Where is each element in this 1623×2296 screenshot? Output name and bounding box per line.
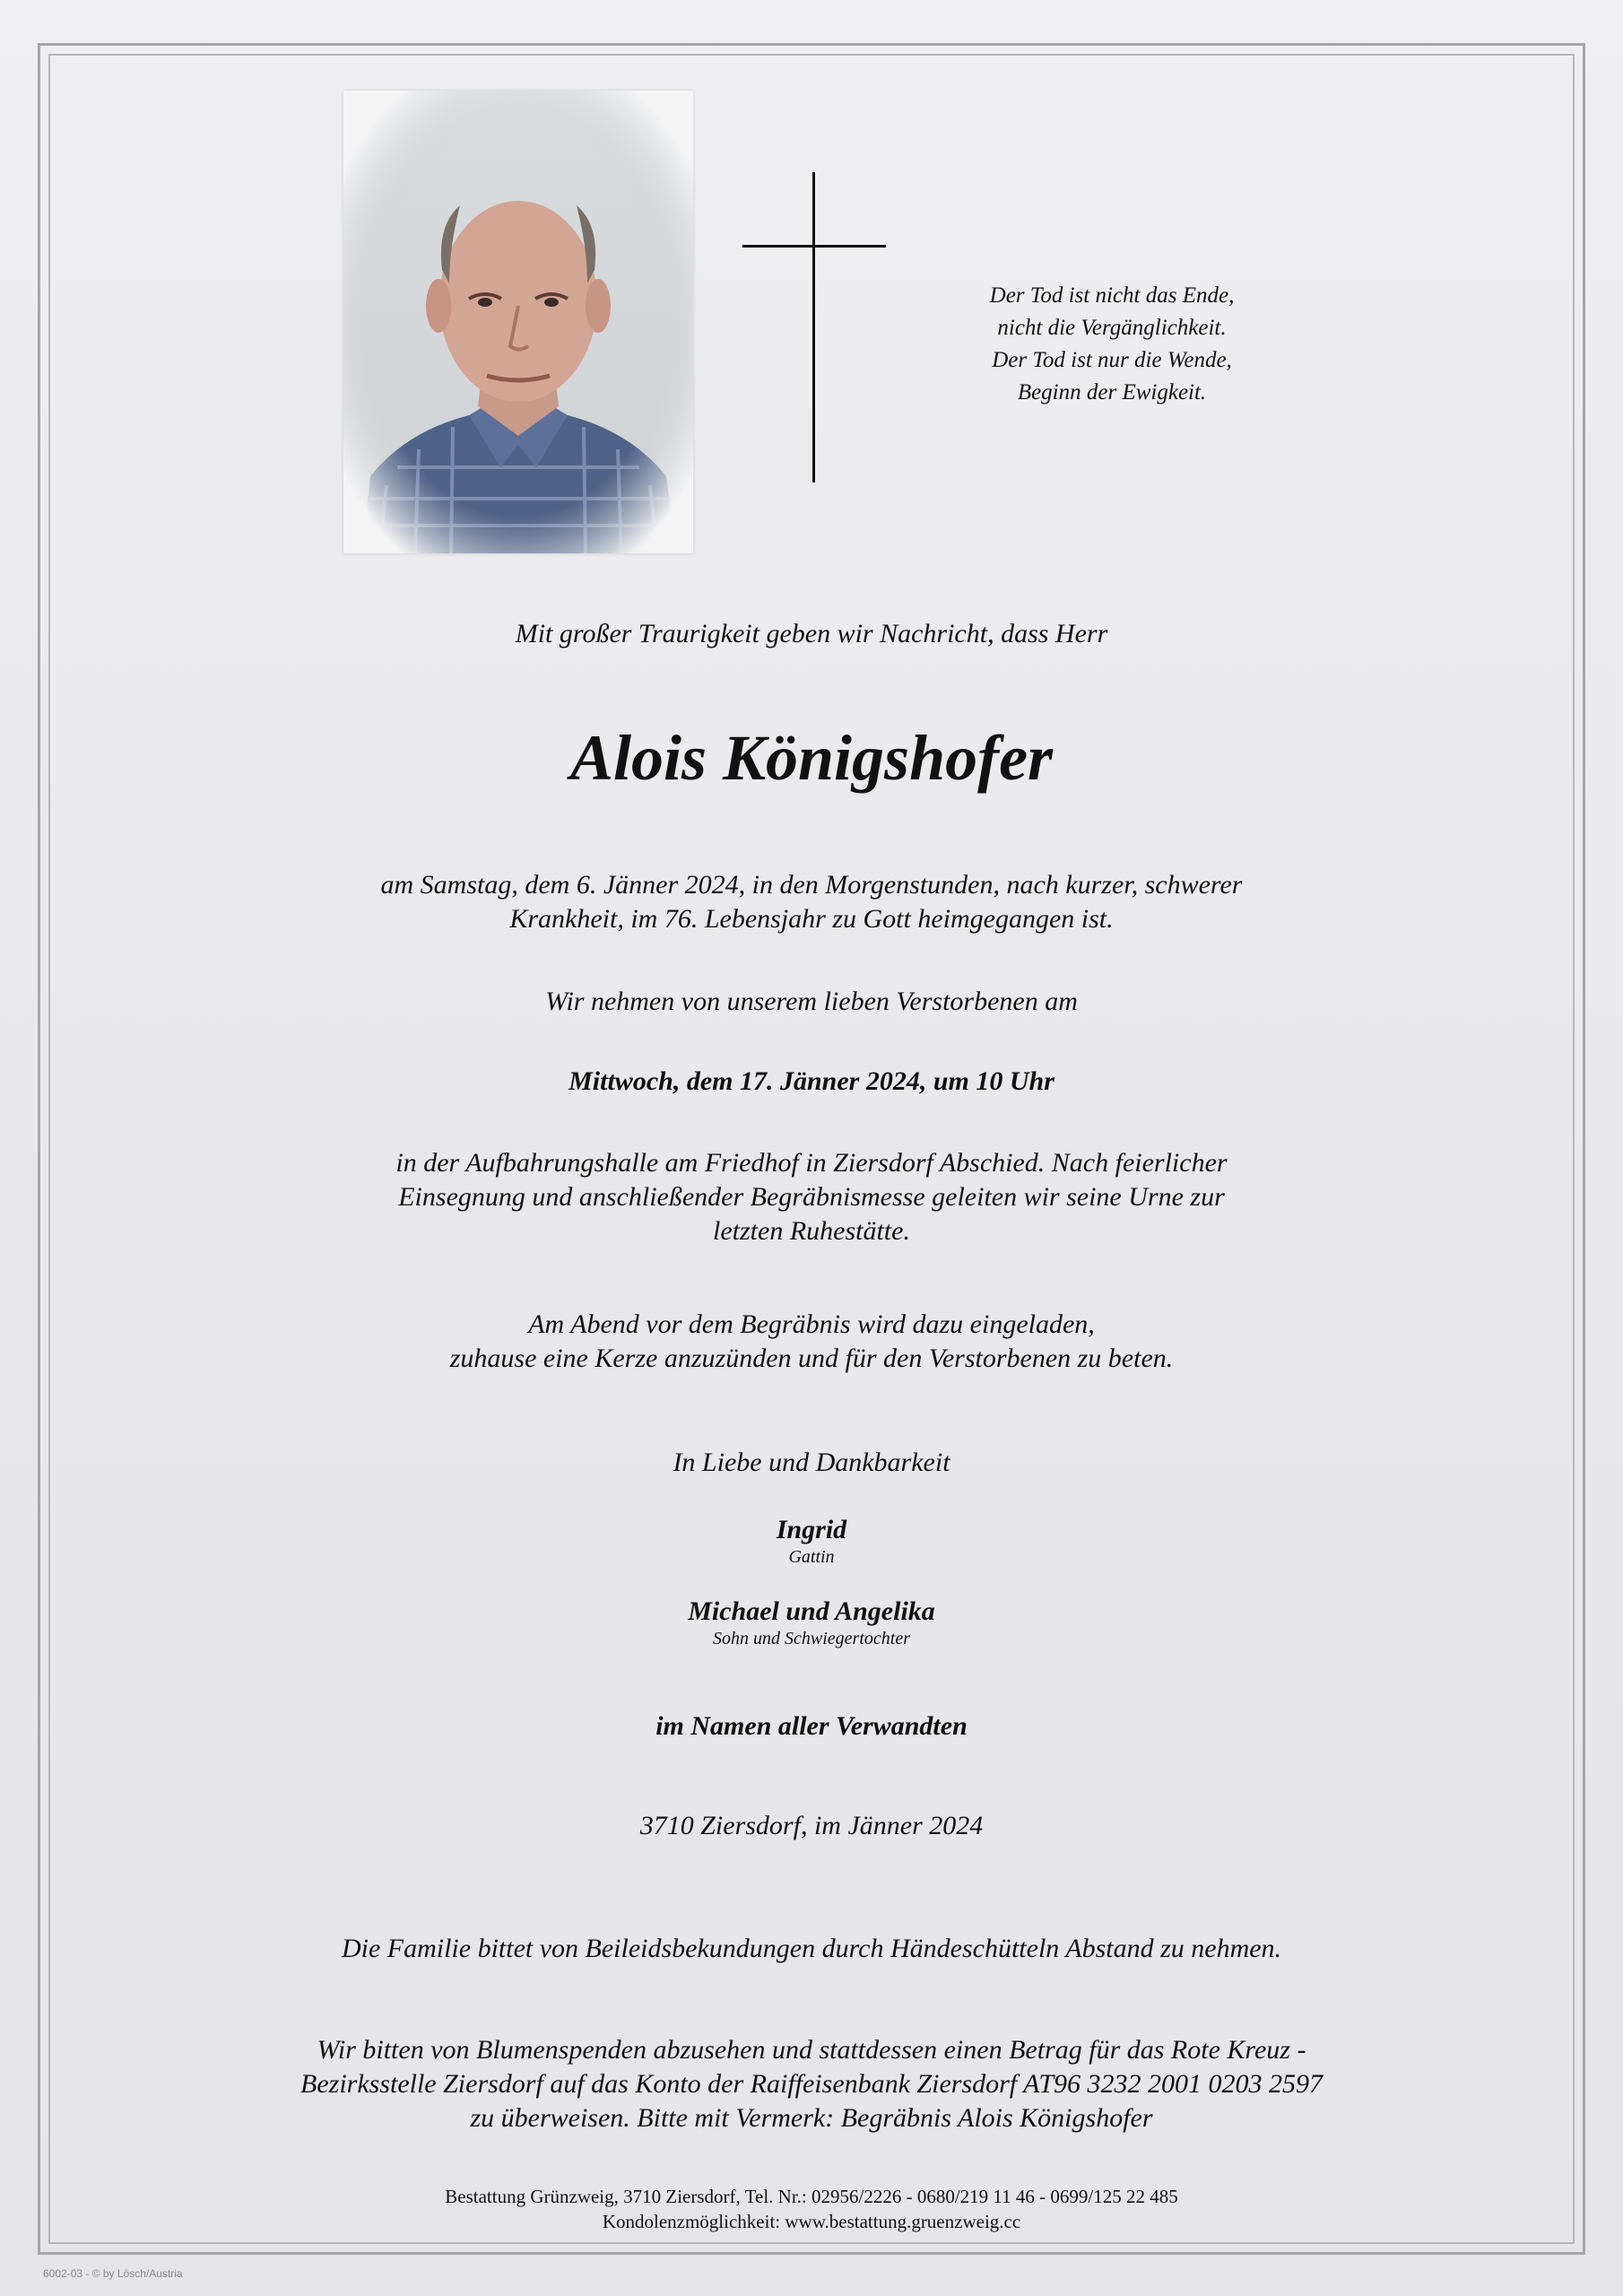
quote-line: Der Tod ist nur die Wende, bbox=[992, 348, 1232, 372]
donation-request bbox=[161, 2033, 1462, 2135]
ceremony-line: letzten Ruhestätte. bbox=[713, 1216, 910, 1246]
ceremony-line: Einsegnung und anschließender Begräbnismesse geleiten wir seine Urne zur bbox=[398, 1182, 1225, 1212]
farewell-intro: Wir nehmen von unserem lieben Verstorbenen am bbox=[545, 987, 1078, 1016]
portrait-photo bbox=[343, 91, 693, 553]
ceremony-line: in der Aufbahrungshalle am Friedhof in Ziersdorf Abschied. Nach feierlicher bbox=[395, 1148, 1228, 1178]
quote-line: Der Tod ist nicht das Ende, bbox=[989, 283, 1235, 308]
donation-line: Wir bitten von Blumenspenden abzusehen und stattdessen einen Betrag für das Rote Kreuz - bbox=[317, 2035, 1306, 2065]
print-imprint: 6002-03 - © by Lösch/Austria bbox=[43, 2267, 183, 2280]
mourner-spouse bbox=[161, 1514, 1462, 1568]
footer-website: Kondolenzmöglichkeit: www.bestattung.gruenzweig.cc bbox=[602, 2211, 1021, 2232]
mourner-relation: Gattin bbox=[788, 1547, 835, 1567]
mourner-relation: Sohn und Schwiegertochter bbox=[713, 1629, 910, 1648]
place-date: 3710 Ziersdorf, im Jänner 2024 bbox=[639, 1811, 984, 1840]
quote-verse bbox=[924, 280, 1300, 409]
quote-line: nicht die Vergänglichkeit. bbox=[997, 316, 1227, 340]
relatives-text: im Namen aller Verwandten bbox=[655, 1711, 968, 1741]
condolence-request: Die Familie bittet von Beileidsbekundungen durch Händeschütteln Abstand zu nehmen. bbox=[341, 1934, 1282, 1963]
funeral-date: Mittwoch, dem 17. Jänner 2024, um 10 Uhr bbox=[568, 1066, 1055, 1096]
deceased-name: Alois Königshofer bbox=[569, 722, 1054, 794]
donation-line: zu überweisen. Bitte mit Vermerk: Begräbnis Alois Königshofer bbox=[470, 2103, 1153, 2133]
evening-invitation bbox=[161, 1308, 1462, 1376]
death-notice-line: Krankheit, im 76. Lebensjahr zu Gott heimgegangen ist. bbox=[509, 904, 1114, 934]
mourner-name: Ingrid bbox=[776, 1515, 847, 1544]
evening-line: Am Abend vor dem Begräbnis wird dazu eingeladen, bbox=[528, 1309, 1095, 1339]
ceremony-text bbox=[161, 1146, 1462, 1248]
footer-contact: Bestattung Grünzweig, 3710 Ziersdorf, Tel. Nr.: 02956/2226 - 0680/219 11 46 - 0699/125 22 485 bbox=[445, 2186, 1178, 2207]
mourner-name: Michael und Angelika bbox=[688, 1596, 935, 1626]
death-notice-line: am Samstag, dem 6. Jänner 2024, in den Morgenstunden, nach kurzer, schwerer bbox=[380, 870, 1243, 900]
evening-line: zuhause eine Kerze anzuzünden und für den Verstorbenen zu beten. bbox=[449, 1344, 1174, 1373]
quote-line: Beginn der Ewigkeit. bbox=[1017, 380, 1207, 404]
death-notice bbox=[161, 868, 1462, 936]
cross-icon bbox=[742, 172, 886, 483]
undertaker-footer bbox=[161, 2184, 1462, 2234]
closing-text: In Liebe und Dankbarkeit bbox=[673, 1448, 950, 1477]
intro-text: Mit großer Traurigkeit geben wir Nachricht, dass Herr bbox=[515, 619, 1108, 648]
donation-line: Bezirksstelle Ziersdorf auf das Konto der Raiffeisenbank Ziersdorf AT96 3232 2001 0203 2597 bbox=[300, 2069, 1323, 2099]
mourner-son bbox=[161, 1596, 1462, 1649]
